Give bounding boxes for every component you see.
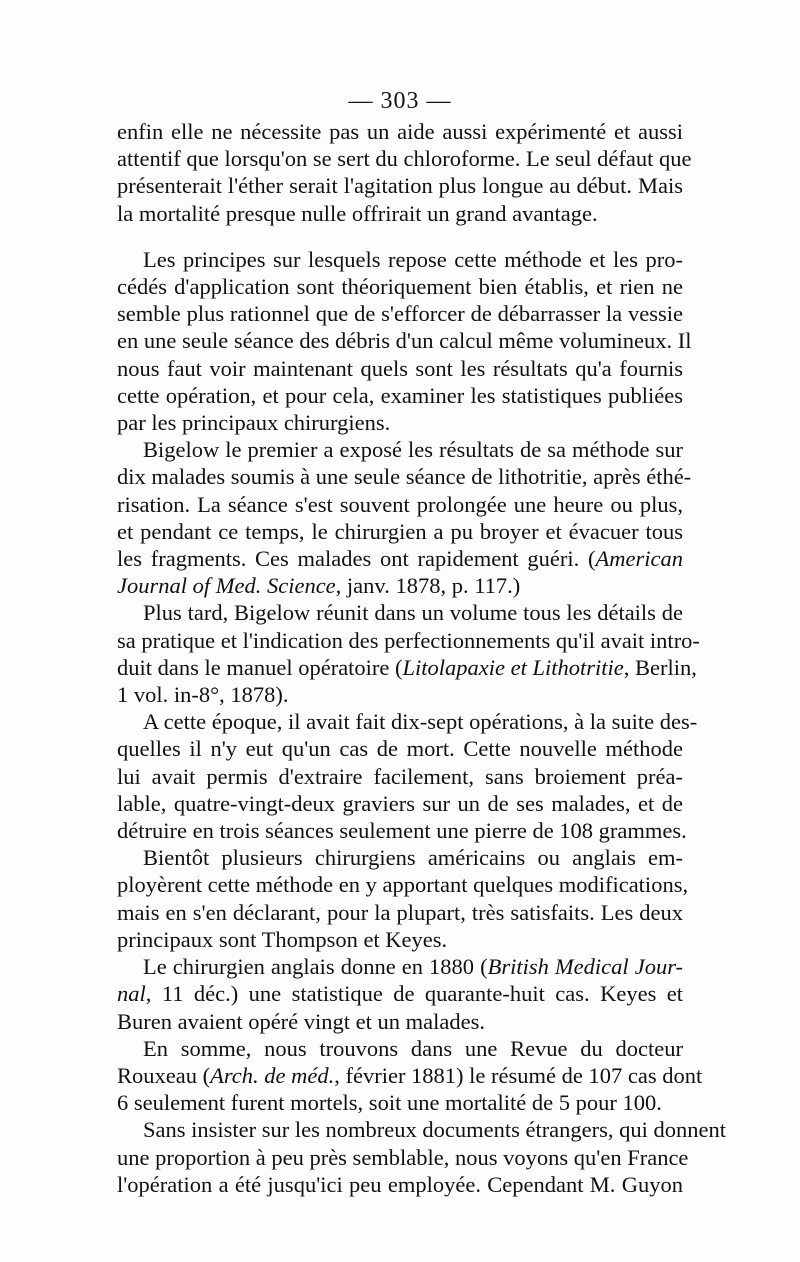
text-line: l'opération a été jusqu'ici peu employée. Cependant M. Guyon <box>117 1171 683 1197</box>
text-line: cette opération, et pour cela, examiner les statistiques publiées <box>117 382 683 408</box>
text-line: Plus tard, Bigelow réunit dans un volume tous les détails de <box>143 600 683 626</box>
body-text <box>117 118 727 1198</box>
text-line: Buren avaient opéré vingt et un malades. <box>117 1008 485 1034</box>
text-line: semble plus rationnel que de s'efforcer de débarrasser la vessie <box>117 301 683 327</box>
text-line: Les principes sur lesquels repose cette méthode et les pro- <box>143 246 683 272</box>
text-line: détruire en trois séances seulement une pierre de 108 grammes. <box>117 818 687 844</box>
journal-title-italic: Journal of Med. Science <box>117 573 336 599</box>
text-line: cédés d'application sont théoriquement bien établis, et rien ne <box>117 274 683 300</box>
text-line: par les principaux chirurgiens. <box>117 410 391 436</box>
text-line: Bigelow le premier a exposé les résultats de sa méthode sur <box>143 437 683 463</box>
text-run: Le chirurgien anglais donne en 1880 ( <box>143 954 488 980</box>
text-line: 6 seulement furent mortels, soit une mortalité de 5 pour 100. <box>117 1090 662 1116</box>
text-run: Rouxeau ( <box>117 1062 211 1088</box>
paragraph-1 <box>117 118 692 227</box>
page-number: — 303 — <box>348 88 452 114</box>
text-line: en une seule séance des débris d'un calcul même volumineux. Il <box>117 328 692 354</box>
text-line: dix malades soumis à une seule séance de lithotritie, après éthé- <box>117 464 692 490</box>
text-line: En somme, nous trouvons dans une Revue du docteur <box>143 1035 683 1061</box>
paragraph-4 <box>117 599 700 708</box>
text-line: une proportion à peu près semblable, nous voyons qu'en France <box>117 1144 689 1170</box>
journal-title-italic: nal <box>117 981 146 1007</box>
text-line-with-citation <box>117 545 683 572</box>
text-line: attentif que lorsqu'on se sert du chloroforme. Le seul défaut que <box>117 146 692 172</box>
text-line-with-citation <box>117 980 683 1007</box>
text-line: la mortalité presque nulle offrirait un grand avantage. <box>117 200 598 226</box>
text-line: et pendant ce temps, le chirurgien a pu broyer et évacuer tous <box>117 518 683 544</box>
paragraph-8 <box>117 1035 703 1117</box>
text-line: présenterait l'éther serait l'agitation plus longue au début. Mais <box>117 173 683 199</box>
text-run: , février 1881) le résumé de 107 cas dont <box>334 1062 703 1088</box>
text-line: Bientôt plusieurs chirurgiens américains ou anglais em- <box>143 845 683 871</box>
text-line: quelles il n'y eut qu'un cas de mort. Cette nouvelle méthode <box>117 736 683 762</box>
book-title-italic: Litolapaxie et Lithotritie <box>402 654 624 680</box>
text-line: lui avait permis d'extraire facilement, sans broiement préa- <box>117 763 683 789</box>
text-line: principaux sont Thompson et Keyes. <box>117 926 448 952</box>
text-line: enfin elle ne nécessite pas un aide aussi expérimenté et aussi <box>117 119 683 144</box>
text-line-with-citation <box>117 572 683 599</box>
journal-title-italic: British Medical Jour- <box>487 954 683 980</box>
text-line-with-citation <box>117 953 683 980</box>
text-line: sa pratique et l'indication des perfectionnements qu'il avait intro- <box>117 627 700 653</box>
text-line: A cette époque, il avait fait dix-sept opérations, à la suite des- <box>143 709 698 735</box>
text-line: risation. La séance s'est souvent prolongée une heure ou plus, <box>117 491 683 517</box>
paragraph-5 <box>117 708 698 844</box>
text-line: ployèrent cette méthode en y apportant quelques modifications, <box>117 872 689 898</box>
text-line: Sans insister sur les nombreux documents étrangers, qui donnent <box>143 1117 727 1143</box>
journal-title-italic: Arch. de méd. <box>210 1062 335 1088</box>
text-line-with-citation <box>117 1062 703 1089</box>
journal-title-italic: American <box>595 546 683 572</box>
text-line: lable, quatre-vingt-deux graviers sur un de ses malades, et de <box>117 790 683 816</box>
paragraph-3 <box>117 436 692 599</box>
text-line: nous faut voir maintenant quels sont les résultats qu'a fournis <box>117 355 683 381</box>
text-line: mais en s'en déclarant, pour la plupart, très satisfaits. Les deux <box>117 899 683 925</box>
paragraph-gap <box>117 227 683 246</box>
text-line: 1 vol. in-8°, 1878). <box>117 682 289 708</box>
paragraph-6 <box>117 844 689 953</box>
text-run: duit dans le manuel opératoire ( <box>117 654 403 680</box>
text-run: , Berlin, <box>623 654 697 680</box>
text-run: , 11 déc.) une statistique de quarante-huit cas. Keyes et <box>145 981 683 1007</box>
text-run: , janv. 1878, p. 117.) <box>335 573 521 599</box>
paragraph-9 <box>117 1116 727 1198</box>
text-line-with-citation <box>117 654 697 681</box>
text-run: les fragments. Ces malades ont rapidement guéri. ( <box>117 546 596 572</box>
paragraph-7 <box>117 953 683 1035</box>
paragraph-2 <box>117 246 692 436</box>
